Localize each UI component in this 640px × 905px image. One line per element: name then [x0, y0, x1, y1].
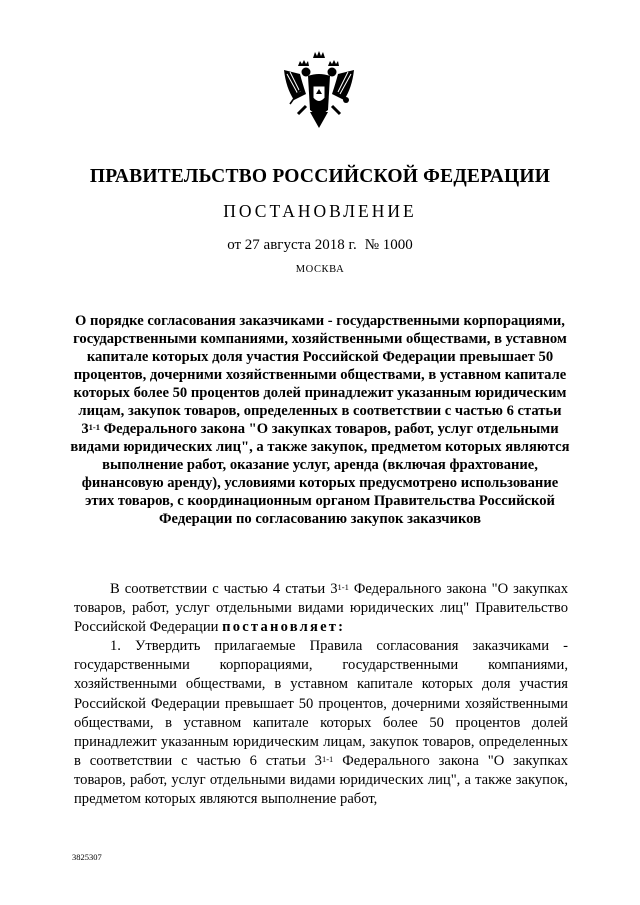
- government-title: ПРАВИТЕЛЬСТВО РОССИЙСКОЙ ФЕДЕРАЦИИ: [89, 166, 551, 187]
- resolution-heading: [70, 312, 570, 528]
- paragraph-1: [74, 637, 568, 809]
- document-number: № 1000: [364, 237, 413, 253]
- document-type: ПОСТАНОВЛЕНИЕ: [223, 201, 417, 221]
- preamble-text-a: В соответствии с частью 4 статьи 3: [110, 581, 338, 597]
- paragraph-1-text-a: 1. Утвердить прилагаемые Правила согласования заказчиками - государственными корпорациями, государственными компаниями, хозяйственными обществами, в уставном капитале которых доля участия Российской Федерации превышает 50 процентов, дочерними хозяйственными обществами, в уставном капитале которых более 50 процентов долей принадлежит указанным юридическим лицам, закупок товаров, определенных в соответствии с частью 6 статьи 3: [74, 638, 568, 769]
- document-code: 3825307: [72, 852, 102, 862]
- heading-superscript: 1-1: [88, 422, 100, 432]
- city: МОСКВА: [295, 264, 345, 275]
- document-body: [74, 580, 568, 809]
- document-date-line: [0, 237, 640, 254]
- paragraph-1-text-b: Федерального закона "О закупках товаров, работ, услуг отдельными видами юридических лиц", а также закупок, предметом которых являются выполнение работ,: [74, 752, 568, 808]
- decree-word: постановляет:: [222, 619, 346, 636]
- heading-part-1: О порядке согласования заказчиками - государственными корпорациями, государственными компаниями, хозяйственными обществами, в уставном капитале которых доля участия Российской Федерации превышает 50 процентов, дочерними хозяйственными обществами, в уставном капитале которых более 50 процентов долей принадлежит указанным юридическим лицам, закупок товаров, определенных в соответствии с частью 6 статьи 3: [73, 313, 567, 437]
- paragraph-1-superscript: 1-1: [321, 753, 334, 764]
- paragraph-preamble: [74, 580, 568, 637]
- preamble-superscript: 1-1: [337, 582, 349, 592]
- russian-coat-of-arms-icon: [276, 48, 362, 140]
- preamble-text-b: Федерального закона "О закупках товаров, работ, услуг отдельными видами юридических лиц" Правительство Российской Федерации: [74, 581, 568, 636]
- document-date: от 27 августа 2018 г.: [227, 237, 357, 253]
- heading-part-2: Федерального закона "О закупках товаров, работ, услуг отдельными видами юридических лиц", а также закупок, предметом которых являются выполнение работ, оказание услуг, аренда (включая фрахтование, финансовую аренду), условиями которых предусмотрено использование этих товаров, с координационным органом Правительства Российской Федерации по согласованию закупок заказчиков: [70, 421, 570, 527]
